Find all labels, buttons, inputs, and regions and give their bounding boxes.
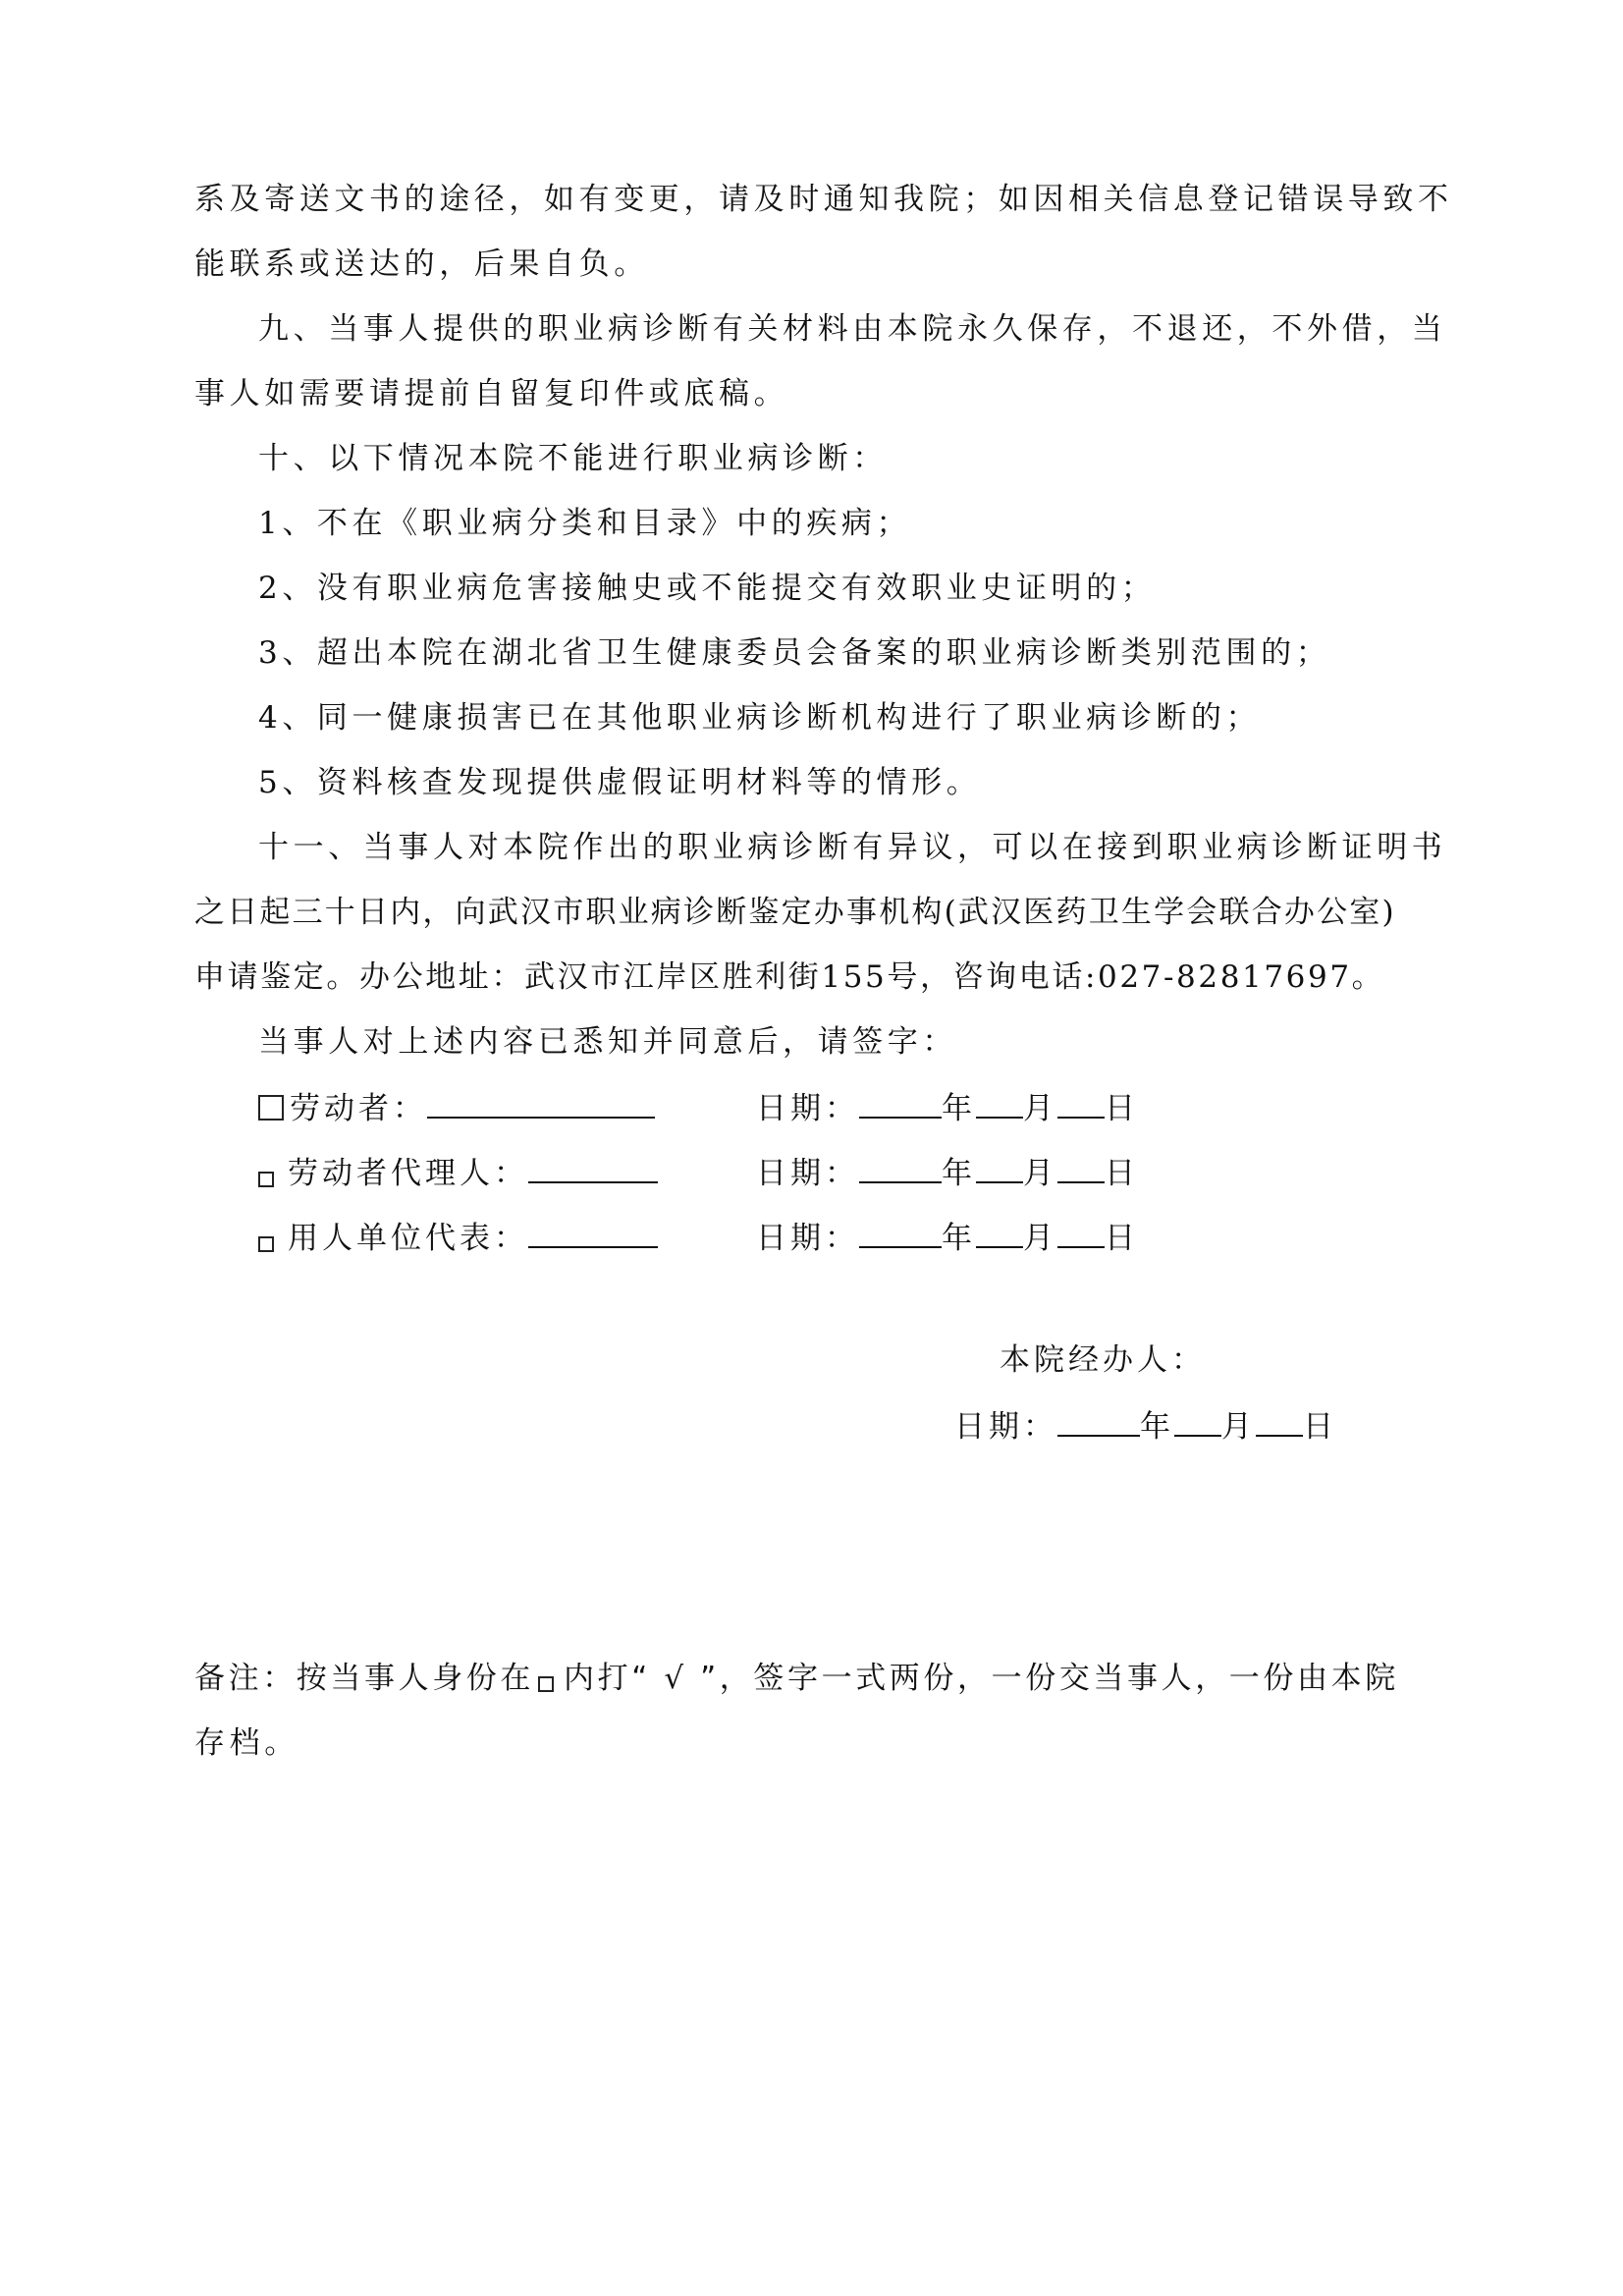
paragraph-10-heading: 十、以下情况本院不能进行职业病诊断：	[258, 441, 888, 476]
year-label: 年	[942, 1091, 976, 1126]
paragraph-8-continued-line-1: 系及寄送文书的途径，如有变更，请及时通知我院；如因相关信息登记错误导致不	[194, 182, 1453, 217]
list-item: 1、不在《职业病分类和目录》中的疾病；	[258, 506, 912, 541]
signature-row-employer	[258, 1217, 658, 1258]
year-blank[interactable]	[859, 1152, 942, 1183]
date-label: 日期：	[756, 1156, 859, 1191]
signature-row-agent	[258, 1152, 658, 1193]
paragraph-8-continued-line-2: 能联系或送达的，后果自负。	[194, 246, 649, 282]
year-label: 年	[1140, 1409, 1174, 1445]
paragraph-9-line-1: 九、当事人提供的职业病诊断有关材料由本院永久保存，不退还，不外借，当	[258, 311, 1447, 347]
worker-checkbox[interactable]	[258, 1095, 284, 1121]
remark-line-1	[194, 1659, 1399, 1698]
list-item: 4、同一健康损害已在其他职业病诊断机构进行了职业病诊断的；	[258, 700, 1262, 736]
date-label: 日期：	[954, 1409, 1057, 1445]
month-label: 月	[1221, 1409, 1256, 1445]
signature-row-worker	[258, 1087, 655, 1128]
year-blank[interactable]	[859, 1217, 942, 1248]
year-blank[interactable]	[1057, 1405, 1140, 1437]
remark-suffix: ，签字一式两份，一份交当事人，一份由本院	[719, 1661, 1399, 1696]
day-label: 日	[1105, 1156, 1139, 1191]
day-label: 日	[1303, 1409, 1337, 1445]
month-label: 月	[1023, 1156, 1057, 1191]
signature-blank[interactable]	[528, 1152, 658, 1183]
day-label: 日	[1105, 1221, 1139, 1256]
day-blank[interactable]	[1057, 1152, 1105, 1183]
year-label: 年	[942, 1156, 976, 1191]
paragraph-11-line-1: 十一、当事人对本院作出的职业病诊断有异议，可以在接到职业病诊断证明书	[258, 830, 1447, 865]
signature-label: 劳动者：	[290, 1091, 427, 1126]
day-blank[interactable]	[1057, 1217, 1105, 1248]
signature-label: 用人单位代表：	[288, 1221, 528, 1256]
paragraph-9-line-2: 事人如需要请提前自留复印件或底稿。	[194, 376, 789, 411]
month-blank[interactable]	[1174, 1405, 1221, 1437]
signature-blank[interactable]	[528, 1217, 658, 1248]
day-label: 日	[1105, 1091, 1139, 1126]
month-blank[interactable]	[976, 1152, 1023, 1183]
remark-check-mark: 内打“ √ ”	[564, 1661, 720, 1696]
handler-label: 本院经办人：	[1000, 1342, 1206, 1378]
day-blank[interactable]	[1256, 1405, 1303, 1437]
date-label: 日期：	[756, 1221, 859, 1256]
handler-date-row	[954, 1405, 1337, 1447]
checkbox-icon	[538, 1676, 554, 1692]
signature-label: 劳动者代理人：	[288, 1156, 528, 1191]
list-item: 5、资料核查发现提供虚假证明材料等的情形。	[258, 765, 982, 800]
paragraph-11-line-3: 申请鉴定。办公地址：武汉市江岸区胜利街155号，咨询电话:027-82817697。	[194, 959, 1385, 995]
employer-checkbox[interactable]	[258, 1236, 274, 1252]
month-blank[interactable]	[976, 1087, 1023, 1119]
year-blank[interactable]	[859, 1087, 942, 1119]
date-row	[756, 1152, 1139, 1193]
consent-statement: 当事人对上述内容已悉知并同意后，请签字：	[258, 1024, 957, 1060]
agent-checkbox[interactable]	[258, 1172, 274, 1187]
month-label: 月	[1023, 1091, 1057, 1126]
paragraph-11-line-2: 之日起三十日内，向武汉市职业病诊断鉴定办事机构(武汉医药卫生学会联合办公室)	[194, 895, 1396, 930]
month-blank[interactable]	[976, 1217, 1023, 1248]
remark-prefix: 备注：按当事人身份在	[194, 1661, 534, 1696]
list-item: 3、超出本院在湖北省卫生健康委员会备案的职业病诊断类别范围的；	[258, 635, 1331, 671]
date-row	[756, 1087, 1139, 1128]
month-label: 月	[1023, 1221, 1057, 1256]
remark-line-2: 存档。	[194, 1725, 299, 1761]
signature-blank[interactable]	[427, 1087, 655, 1119]
day-blank[interactable]	[1057, 1087, 1105, 1119]
date-label: 日期：	[756, 1091, 859, 1126]
list-item: 2、没有职业病危害接触史或不能提交有效职业史证明的；	[258, 571, 1157, 606]
date-row	[756, 1217, 1139, 1258]
year-label: 年	[942, 1221, 976, 1256]
